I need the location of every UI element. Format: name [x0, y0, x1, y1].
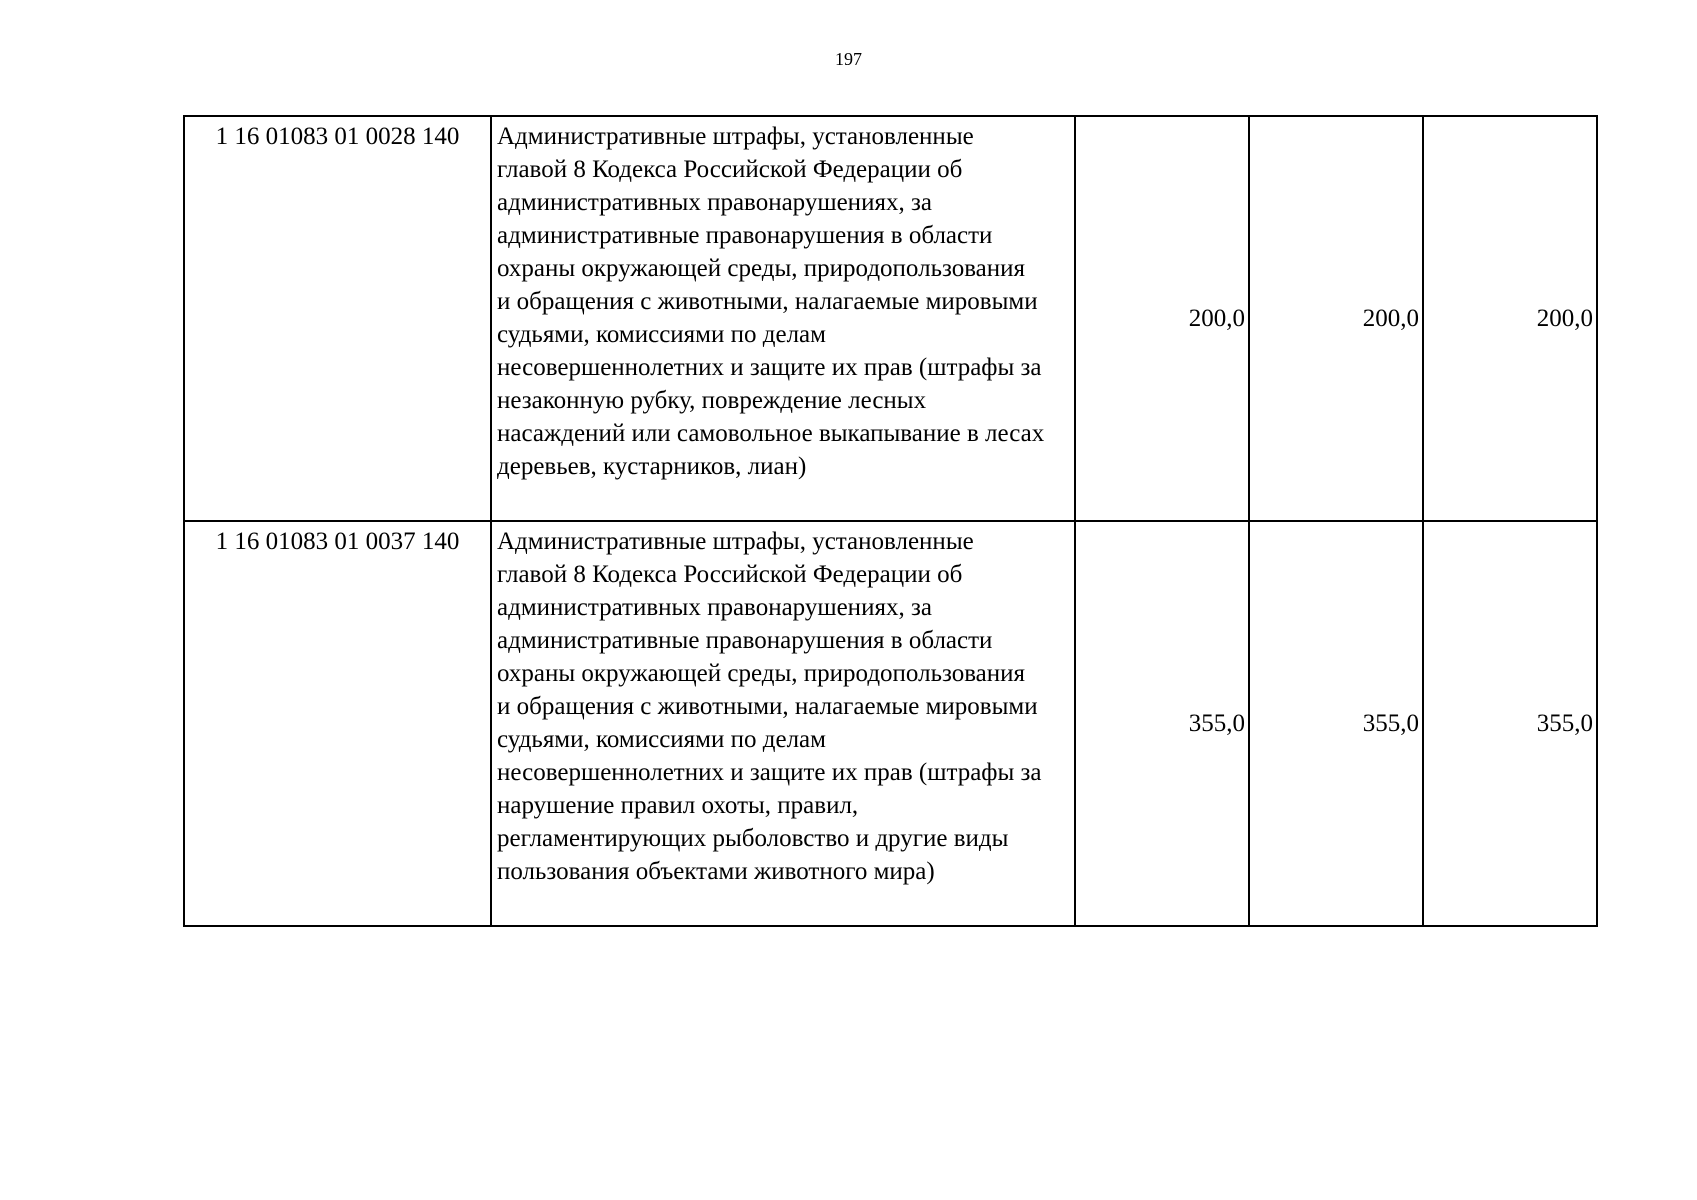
value-cell-year-1: 355,0: [1075, 521, 1249, 926]
value-cell-year-3: 200,0: [1423, 116, 1597, 521]
value-cell-year-1: 200,0: [1075, 116, 1249, 521]
budget-code-cell: 1 16 01083 01 0028 140: [184, 116, 491, 521]
value-cell-year-2: 355,0: [1249, 521, 1423, 926]
table-row: [184, 521, 1597, 926]
value-cell-year-2: 200,0: [1249, 116, 1423, 521]
budget-code-cell: 1 16 01083 01 0037 140: [184, 521, 491, 926]
value-cell-year-3: 355,0: [1423, 521, 1597, 926]
description-cell: Административные штрафы, установленные главой 8 Кодекса Российской Федерации об административных правонарушениях, за административные правонарушения в области охраны окружающей среды, природопользования и обращения с животными, налагаемые мировыми судьями, комиссиями по делам несовершеннолетних и защите их прав (штрафы за незаконную рубку, повреждение лесных насаждений или самовольное выкапывание в лесах деревьев, кустарников, лиан): [491, 116, 1075, 521]
table-row: [184, 116, 1597, 521]
page-number: 197: [835, 49, 862, 69]
budget-table: [183, 115, 1598, 927]
description-cell: Административные штрафы, установленные главой 8 Кодекса Российской Федерации об административных правонарушениях, за административные правонарушения в области охраны окружающей среды, природопользования и обращения с животными, налагаемые мировыми судьями, комиссиями по делам несовершеннолетних и защите их прав (штрафы за нарушение правил охоты, правил, регламентирующих рыболовство и другие виды пользования объектами животного мира): [491, 521, 1075, 926]
